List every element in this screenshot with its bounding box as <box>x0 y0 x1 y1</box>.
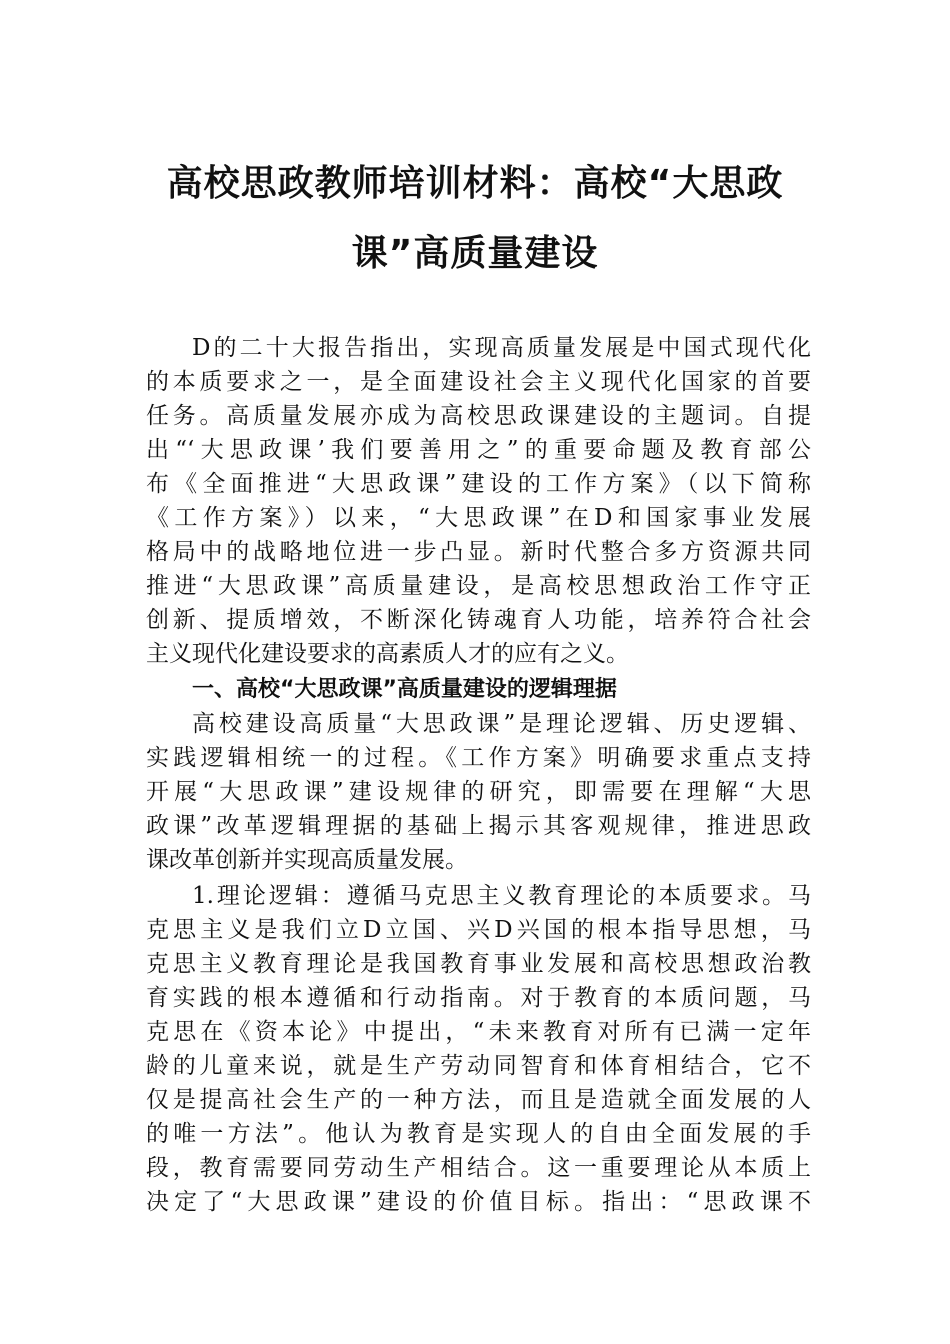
paragraph-1-line: 创新、提质增效，不断深化铸魂育人功能，培养符合社会 <box>146 607 811 633</box>
paragraph-3-line: 克思在《资本论》中提出，“未来教育对所有已满一定年 <box>146 1019 811 1045</box>
paragraph-2-line: 政课”改革逻辑理据的基础上揭示其客观规律，推进思政 <box>146 813 811 839</box>
document-title-line-2: 课”高质量建设 <box>351 233 599 274</box>
document-title-line-1: 高校思政教师培训材料：高校“大思政 <box>166 163 784 204</box>
paragraph-3-line: 克思主义教育理论是我国教育事业发展和高校思想政治教 <box>146 951 811 977</box>
paragraph-1-line: 格局中的战略地位进一步凸显。新时代整合多方资源共同 <box>146 539 811 565</box>
paragraph-3-line: 1.理论逻辑：遵循马克思主义教育理论的本质要求。马 <box>192 883 811 909</box>
paragraph-1-line: D的二十大报告指出，实现高质量发展是中国式现代化 <box>192 335 811 361</box>
paragraph-2-line: 开展“大思政课”建设规律的研究，即需要在理解“大思 <box>146 779 811 805</box>
paragraph-1-line: 出“‘大思政课’我们要善用之”的重要命题及教育部公 <box>146 437 811 463</box>
paragraph-3-line: 段，教育需要同劳动生产相结合。这一重要理论从本质上 <box>146 1155 811 1181</box>
paragraph-3-line: 决定了“大思政课”建设的价值目标。指出：“思政课不 <box>146 1189 811 1215</box>
paragraph-1-line: 布《全面推进“大思政课”建设的工作方案》（以下简称 <box>146 471 811 497</box>
paragraph-2-line: 高校建设高质量“大思政课”是理论逻辑、历史逻辑、 <box>192 711 811 737</box>
paragraph-2-line: 课改革创新并实现高质量发展。 <box>146 847 468 873</box>
paragraph-3-line: 龄的儿童来说，就是生产劳动同智育和体育相结合，它不 <box>146 1053 811 1079</box>
paragraph-1-line: 推进“大思政课”高质量建设，是高校思想政治工作守正 <box>146 573 811 599</box>
paragraph-3-line: 育实践的根本遵循和行动指南。对于教育的本质问题，马 <box>146 985 811 1011</box>
paragraph-3-line: 克思主义是我们立D立国、兴D兴国的根本指导思想，马 <box>146 917 811 943</box>
paragraph-2-line: 实践逻辑相统一的过程。《工作方案》明确要求重点支持 <box>146 745 811 771</box>
paragraph-1-line: 主义现代化建设要求的高素质人才的应有之义。 <box>146 641 629 667</box>
paragraph-1-line: 任务。高质量发展亦成为高校思政课建设的主题词。自提 <box>146 403 811 429</box>
section-heading: 一、高校“大思政课”高质量建设的逻辑理据 <box>192 677 617 702</box>
paragraph-3-line: 仅是提高社会生产的一种方法，而且是造就全面发展的人 <box>146 1087 811 1113</box>
paragraph-1-line: 的本质要求之一，是全面建设社会主义现代化国家的首要 <box>146 369 811 395</box>
paragraph-3-line: 的唯一方法”。他认为教育是实现人的自由全面发展的手 <box>146 1121 811 1147</box>
paragraph-1-line: 《工作方案》）以来，“大思政课”在D和国家事业发展 <box>146 505 811 531</box>
